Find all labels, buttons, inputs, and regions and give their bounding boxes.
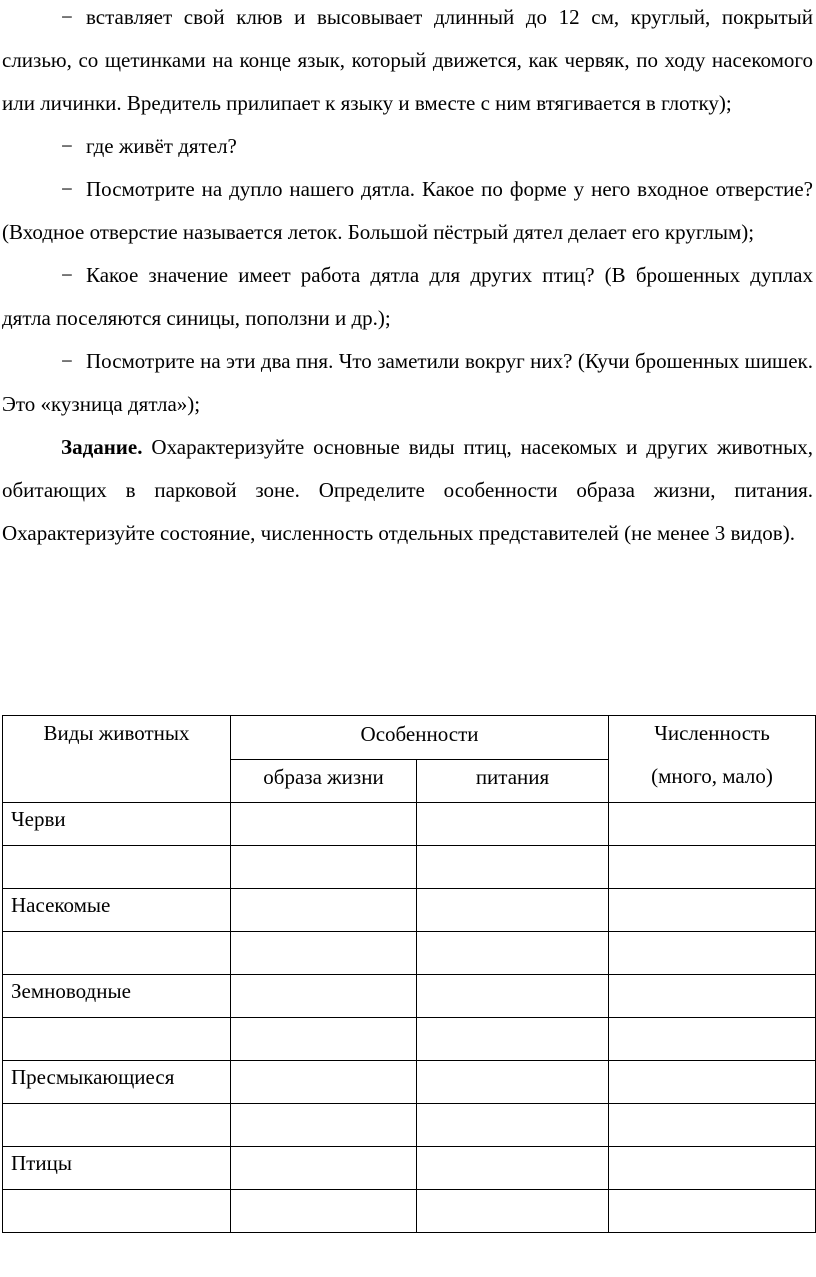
cell-nutrition bbox=[417, 846, 609, 889]
cell-nutrition bbox=[417, 889, 609, 932]
row-label-insects: Насекомые bbox=[3, 889, 231, 932]
paragraph-text: Посмотрите на эти два пня. Что заметили вокруг них? (Кучи брошенных шишек. Это «кузница дятла»); bbox=[2, 349, 813, 416]
cell-lifestyle bbox=[231, 803, 417, 846]
cell-nutrition bbox=[417, 803, 609, 846]
cell-lifestyle bbox=[231, 1147, 417, 1190]
row-label-worms: Черви bbox=[3, 803, 231, 846]
cell-nutrition bbox=[417, 1104, 609, 1147]
cell-lifestyle bbox=[231, 846, 417, 889]
animals-table-container bbox=[2, 715, 815, 1233]
task-label: Задание. bbox=[61, 435, 143, 459]
table-row bbox=[3, 975, 816, 1018]
paragraph-tongue bbox=[2, 0, 813, 125]
paragraph-text: Посмотрите на дупло нашего дятла. Какое по форме у него входное отверстие? (Входное отверстие называется леток. Большой пёстрый дятел делает его круглым); bbox=[2, 177, 813, 244]
cell-lifestyle bbox=[231, 889, 417, 932]
cell-count bbox=[609, 846, 816, 889]
dash-marker: − bbox=[61, 134, 73, 158]
cell-lifestyle bbox=[231, 1190, 417, 1233]
row-label-empty bbox=[3, 1104, 231, 1147]
table-row bbox=[3, 932, 816, 975]
paragraph-text: где живёт дятел? bbox=[86, 134, 237, 158]
cell-count bbox=[609, 1018, 816, 1061]
table-row bbox=[3, 1018, 816, 1061]
task-text: Охарактеризуйте основные виды птиц, насекомых и других животных, обитающих в парковой зоне. Определите особенности образа жизни, питания. Охарактеризуйте состояние, численность отдельных представителей (не менее 3 видов). bbox=[2, 435, 813, 545]
cell-count bbox=[609, 1147, 816, 1190]
cell-lifestyle bbox=[231, 1018, 417, 1061]
table-row bbox=[3, 1147, 816, 1190]
table-row bbox=[3, 889, 816, 932]
paragraph-importance bbox=[2, 254, 813, 340]
cell-count bbox=[609, 975, 816, 1018]
cell-nutrition bbox=[417, 975, 609, 1018]
cell-nutrition bbox=[417, 1061, 609, 1104]
cell-nutrition bbox=[417, 932, 609, 975]
cell-nutrition bbox=[417, 1018, 609, 1061]
cell-count bbox=[609, 932, 816, 975]
header-lifestyle: образа жизни bbox=[231, 760, 417, 803]
table-row bbox=[3, 1190, 816, 1233]
table-row bbox=[3, 803, 816, 846]
row-label-empty bbox=[3, 846, 231, 889]
cell-count bbox=[609, 889, 816, 932]
cell-count bbox=[609, 1061, 816, 1104]
cell-count bbox=[609, 1190, 816, 1233]
paragraph-task bbox=[2, 426, 813, 555]
table-row bbox=[3, 846, 816, 889]
paragraph-where-lives bbox=[2, 125, 813, 168]
paragraph-stumps bbox=[2, 340, 813, 426]
row-label-empty bbox=[3, 1190, 231, 1233]
table-row bbox=[3, 1104, 816, 1147]
cell-lifestyle bbox=[231, 975, 417, 1018]
dash-marker: − bbox=[61, 177, 73, 201]
animals-table bbox=[2, 715, 816, 1233]
cell-nutrition bbox=[417, 1147, 609, 1190]
cell-lifestyle bbox=[231, 1061, 417, 1104]
header-features: Особенности bbox=[231, 716, 609, 760]
cell-lifestyle bbox=[231, 932, 417, 975]
paragraph-text: Какое значение имеет работа дятла для других птиц? (В брошенных дуплах дятла поселяются синицы, поползни и др.); bbox=[2, 263, 813, 330]
row-label-reptiles: Пресмыкающиеся bbox=[3, 1061, 231, 1104]
dash-marker: − bbox=[61, 5, 73, 29]
table-row bbox=[3, 1061, 816, 1104]
header-animal-types: Виды животных bbox=[3, 716, 231, 803]
paragraph-hollow bbox=[2, 168, 813, 254]
dash-marker: − bbox=[61, 349, 73, 373]
header-count-line1: Численность bbox=[654, 721, 770, 745]
paragraph-text: вставляет свой клюв и высовывает длинный до 12 см, круглый, покрытый слизью, со щетинками на конце язык, который движется, как червяк, по ходу насекомого или личинки. Вредитель прилипает к языку и вместе с ним втягивается в глотку); bbox=[2, 5, 813, 115]
cell-count bbox=[609, 1104, 816, 1147]
header-count bbox=[609, 716, 816, 803]
table-header-row bbox=[3, 716, 816, 760]
row-label-amphibians: Земноводные bbox=[3, 975, 231, 1018]
cell-count bbox=[609, 803, 816, 846]
dash-marker: − bbox=[61, 263, 73, 287]
row-label-empty bbox=[3, 1018, 231, 1061]
row-label-empty bbox=[3, 932, 231, 975]
header-count-line2: (много, мало) bbox=[651, 764, 773, 788]
row-label-birds: Птицы bbox=[3, 1147, 231, 1190]
cell-nutrition bbox=[417, 1190, 609, 1233]
cell-lifestyle bbox=[231, 1104, 417, 1147]
header-nutrition: питания bbox=[417, 760, 609, 803]
